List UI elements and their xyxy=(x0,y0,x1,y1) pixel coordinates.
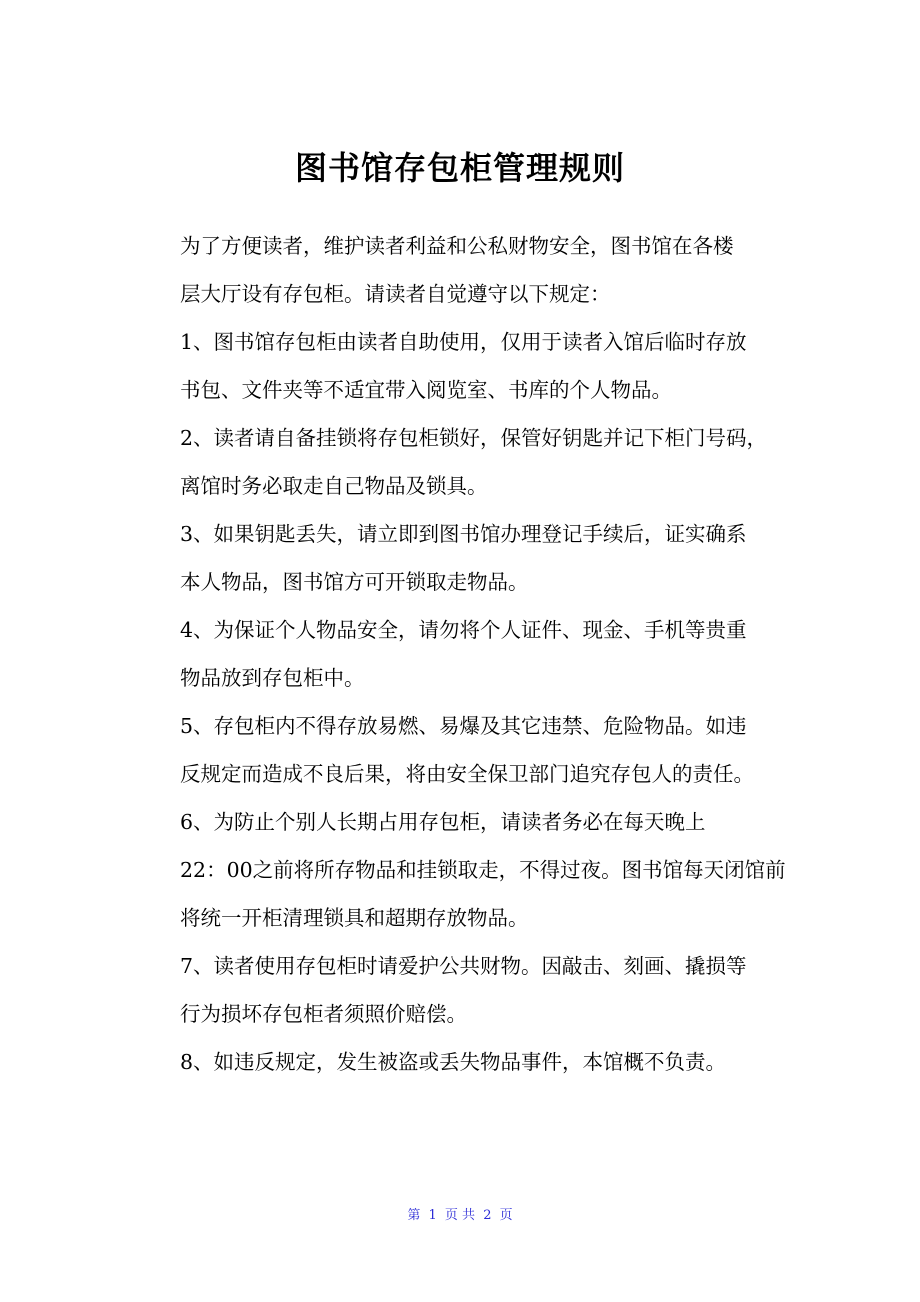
paragraph-line: 22：00之前将所存物品和挂锁取走，不得过夜。图书馆每天闭馆前 xyxy=(180,858,786,882)
paragraph-line: 4、为保证个人物品安全，请勿将个人证件、现金、手机等贵重 xyxy=(180,618,747,642)
paragraph-rule-5 xyxy=(139,702,795,798)
paragraph-line: 7、读者使用存包柜时请爱护公共财物。因敲击、刻画、撬损等 xyxy=(180,954,747,978)
paragraph-line: 本人物品，图书馆方可开锁取走物品。 xyxy=(180,570,529,594)
paragraph-rule-2 xyxy=(139,414,795,510)
paragraph-line: 2、读者请自备挂锁将存包柜锁好，保管好钥匙并记下柜门号码， xyxy=(180,426,768,450)
paragraph-rule-8 xyxy=(139,1038,795,1086)
paragraph-line: 3、如果钥匙丢失，请立即到图书馆办理登记手续后，证实确系 xyxy=(180,522,747,546)
paragraph-line: 将统一开柜清理锁具和超期存放物品。 xyxy=(180,906,529,930)
paragraph-line: 8、如违反规定，发生被盗或丢失物品事件，本馆概不负责。 xyxy=(180,1050,727,1074)
current-page-number: 1 xyxy=(428,1208,437,1223)
paragraph-line: 5、存包柜内不得存放易燃、易爆及其它违禁、危险物品。如违 xyxy=(180,714,747,738)
paragraph-rule-7 xyxy=(139,942,795,1038)
total-pages-number: 2 xyxy=(483,1208,492,1223)
page-label-prefix: 第 xyxy=(407,1208,421,1223)
paragraph-line: 离馆时务必取走自己物品及锁具。 xyxy=(180,474,488,498)
paragraph-line: 反规定而造成不良后果，将由安全保卫部门追究存包人的责任。 xyxy=(180,762,754,786)
paragraph-line: 书包、文件夹等不适宜带入阅览室、书库的个人物品。 xyxy=(180,378,672,402)
paragraph-line: 物品放到存包柜中。 xyxy=(180,666,365,690)
paragraph-line: 层大厅设有存包柜。请读者自觉遵守以下规定： xyxy=(180,282,611,306)
paragraph-rule-3 xyxy=(139,510,795,606)
page-footer xyxy=(0,1206,920,1226)
paragraph-rule-4 xyxy=(139,606,795,702)
page-label-mid: 页 共 xyxy=(444,1208,476,1223)
paragraph-line: 6、为防止个别人长期占用存包柜，请读者务必在每天晚上 xyxy=(180,810,706,834)
page-label-suffix: 页 xyxy=(499,1208,513,1223)
document-title: 图书馆存包柜管理规则 xyxy=(294,149,625,187)
document-body xyxy=(139,222,795,1086)
paragraph-line: 1、图书馆存包柜由读者自助使用，仅用于读者入馆后临时存放 xyxy=(180,330,747,354)
paragraph-line: 行为损坏存包柜者须照价赔偿。 xyxy=(180,1002,467,1026)
paragraph-rule-1 xyxy=(139,318,795,414)
paragraph-intro xyxy=(139,222,795,318)
paragraph-line: 为了方便读者，维护读者利益和公私财物安全，图书馆在各楼 xyxy=(180,234,734,258)
paragraph-rule-6 xyxy=(139,798,795,942)
